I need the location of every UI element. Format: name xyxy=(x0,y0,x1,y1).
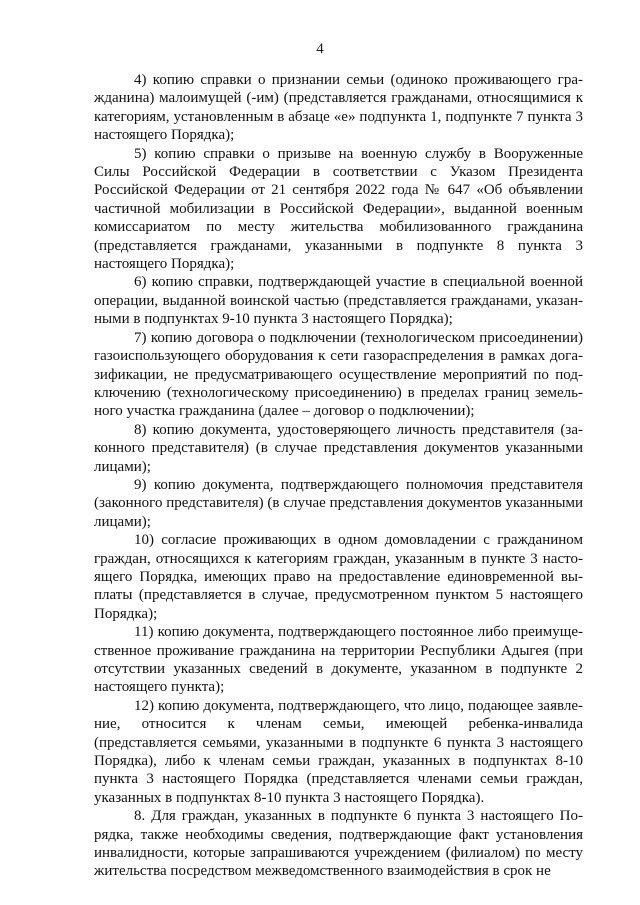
paragraph-point-8: 8. Для граждан, указанных в подпункте 6 пункта 3 настоящего Порядка, также необходимы сведения, подтверждающие факт установления инвалидности, которые запрашиваются учреждением (филиалом) по месту жительства посредством межведомственного взаимодействия в срок не xyxy=(94,808,583,880)
paragraph-item-10: 10) согласие проживающих в одном домовладении с гражданином граждан, относящихся к категориям граждан, указанным в пункте 3 настоящего Порядка, имеющих право на предоставление единовременной выплаты (представляется в случае, предусмотренном пунктом 5 настоящего Порядка); xyxy=(94,532,583,622)
paragraph-item-7: 7) копию договора о подключении (технологическом присоединении) газоиспользующего оборудования к сети газораспределения в рамках догазификации, не предусматривающего осуществление мероприятий по подключению (технологическому присоединению) в пределах границ земельного участка гражданина (далее – договор о подключении); xyxy=(94,329,583,420)
paragraph-item-6: 6) копию справки, подтверждающей участие в специальной военной операции, выданной воинской частью (представляется гражданами, указанными в подпунктах 9-10 пункта 3 настоящего Порядка); xyxy=(94,274,583,328)
paragraph-item-12: 12) копию документа, подтверждающего, что лицо, подающее заявление, относится к членам семьи, имеющей ребенка-инвалида (представляется семьями, указанными в подпункте 6 пункта 3 настоящего Порядка), либо к членам семьи граждан, указанных в подпунктах 8-10 пункта 3 настоящего Порядка (представляется членами семьи граждан, указанных в подпунктах 8-10 пункта 3 настоящего Порядка). xyxy=(94,697,583,806)
paragraph-item-5: 5) копию справки о призыве на военную службу в Вооруженные Силы Российской Федерации в соответствии с Указом Президента Российской Федерации от 21 сентября 2022 года № 647 «Об объявлении частичной мобилизации в Российской Федерации», выданной военным комиссариатом по месту жительства мобилизованного гражданина (представляется гражданами, указанными в подпункте 8 пункта 3 настоящего Порядка); xyxy=(94,145,583,273)
paragraph-item-11: 11) копию документа, подтверждающего постоянное либо преимущественное проживание гражданина на территории Республики Адыгея (при отсутствии указанных сведений в документе, указанном в подпункте 2 настоящего пункта); xyxy=(94,624,583,696)
paragraph-item-4: 4) копию справки о признании семьи (одиноко проживающего гражданина) малоимущей (-им) (представляется гражданами, относящимися к категориям, установленным в абзаце «е» подпункта 1, подпункте 7 пункта 3 настоящего Порядка); xyxy=(94,72,583,144)
paragraph-item-9: 9) копию документа, подтверждающего полномочия представителя (законного представителя) (в случае представления документов указанными лицами); xyxy=(94,476,583,530)
page-number: 4 xyxy=(316,41,324,57)
document-body xyxy=(94,71,583,881)
paragraph-item-8: 8) копию документа, удостоверяющего личность представителя (законного представителя) (в случае представления документов указанными лицами); xyxy=(94,421,583,475)
